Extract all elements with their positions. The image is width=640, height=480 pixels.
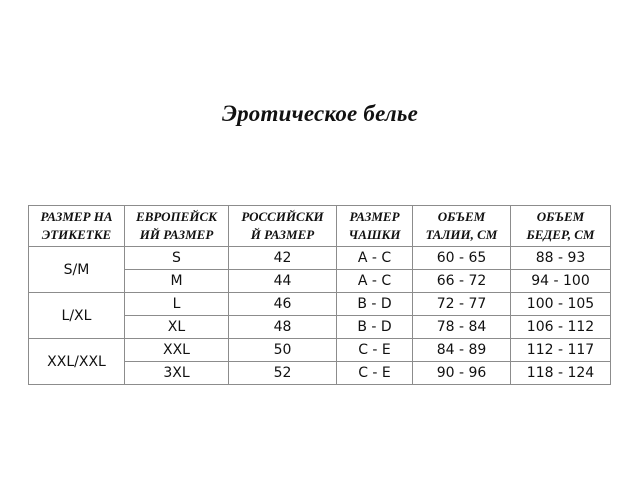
cup-size-cell: C - E [337,362,413,385]
hips-cell: 100 - 105 [511,293,611,316]
table-row [29,247,611,270]
waist-cell: 90 - 96 [413,362,511,385]
hips-cell: 94 - 100 [511,270,611,293]
cup-size-cell: B - D [337,316,413,339]
russian-size-cell: 44 [229,270,337,293]
european-size-cell: S [125,247,229,270]
european-size-cell: L [125,293,229,316]
group-label: XXL/XXL [29,339,125,385]
waist-cell: 66 - 72 [413,270,511,293]
hips-cell: 88 - 93 [511,247,611,270]
table-row [29,293,611,316]
waist-cell: 60 - 65 [413,247,511,270]
russian-size-cell: 42 [229,247,337,270]
cup-size-cell: C - E [337,339,413,362]
page-title: Эротическое белье [221,101,419,126]
header-row [29,206,611,247]
cup-size-cell: B - D [337,293,413,316]
header-waist: ОБЪЕМ ТАЛИИ, СМ [413,206,511,247]
header-hips: ОБЪЕМ БЕДЕР, СМ [511,206,611,247]
european-size-cell: M [125,270,229,293]
european-size-cell: 3XL [125,362,229,385]
russian-size-cell: 46 [229,293,337,316]
header-label-size: РАЗМЕР НА ЭТИКЕТКЕ [29,206,125,247]
header-european-size: ЕВРОПЕЙСК ИЙ РАЗМЕР [125,206,229,247]
european-size-cell: XL [125,316,229,339]
hips-cell: 106 - 112 [511,316,611,339]
russian-size-cell: 50 [229,339,337,362]
russian-size-cell: 52 [229,362,337,385]
cup-size-cell: A - C [337,270,413,293]
european-size-cell: XXL [125,339,229,362]
header-russian-size: РОССИЙСКИ Й РАЗМЕР [229,206,337,247]
russian-size-cell: 48 [229,316,337,339]
hips-cell: 112 - 117 [511,339,611,362]
hips-cell: 118 - 124 [511,362,611,385]
waist-cell: 84 - 89 [413,339,511,362]
table-row [29,339,611,362]
waist-cell: 78 - 84 [413,316,511,339]
header-cup-size: РАЗМЕР ЧАШКИ [337,206,413,247]
size-table [28,205,611,385]
cup-size-cell: A - C [337,247,413,270]
group-label: S/M [29,247,125,293]
group-label: L/XL [29,293,125,339]
waist-cell: 72 - 77 [413,293,511,316]
